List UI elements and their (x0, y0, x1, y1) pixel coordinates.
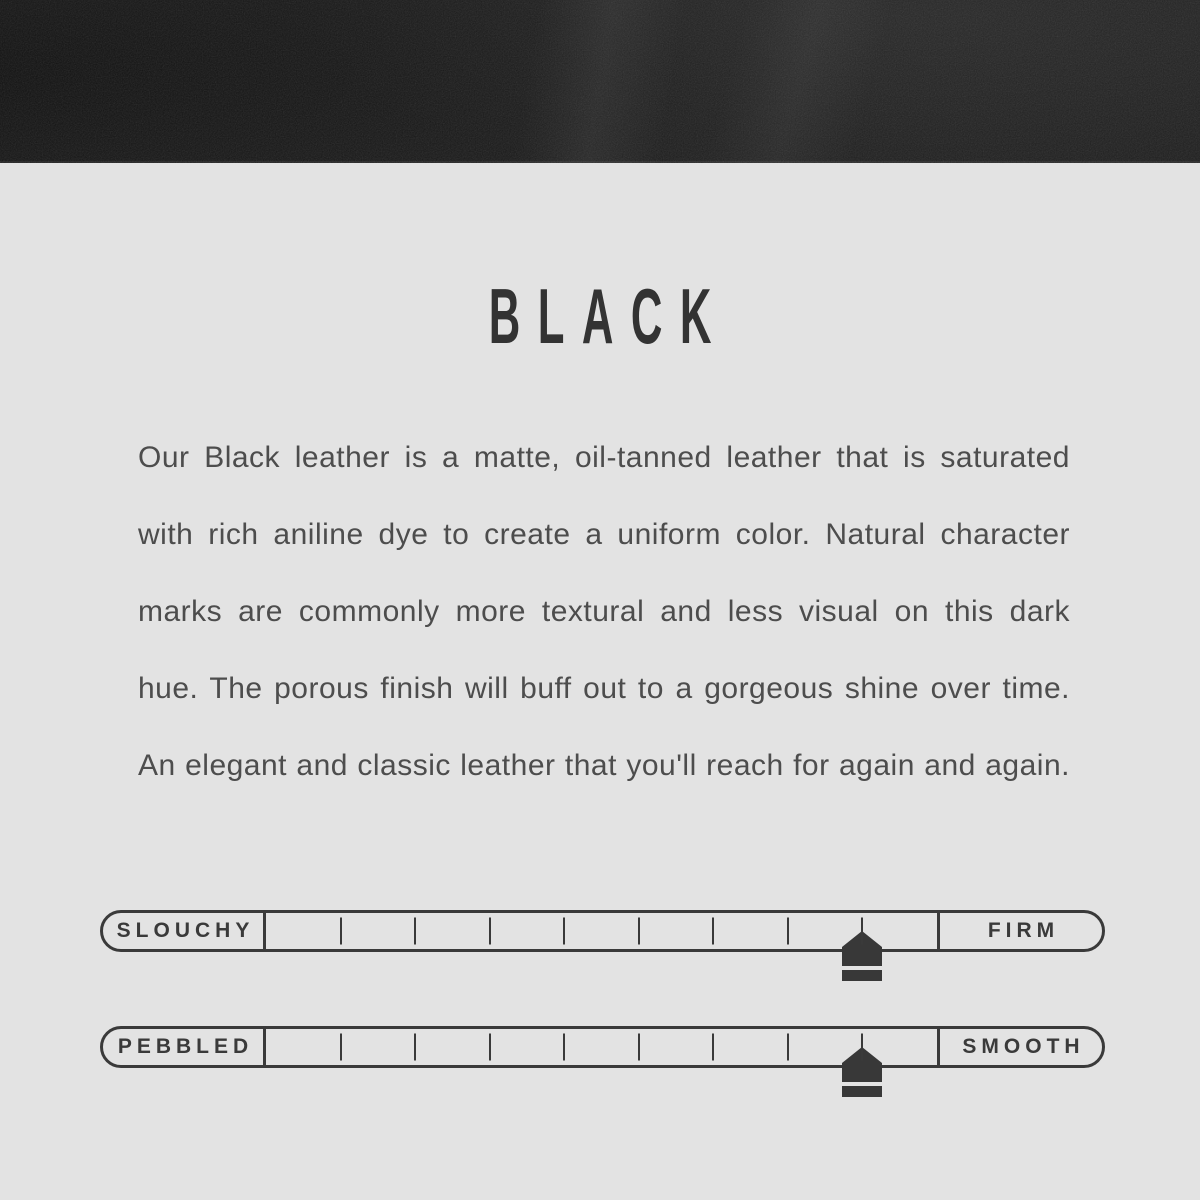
description-line: An elegant and classic leather that you'll reach for again and again. (138, 749, 1070, 782)
scale-tick (712, 1034, 714, 1061)
scale-left-label (103, 1029, 266, 1065)
scale-tick (414, 918, 416, 945)
scale-tick (414, 1034, 416, 1061)
scale-left-label-text: SLOUCHY (116, 919, 255, 942)
description-paragraph (138, 419, 1070, 804)
scale-tick (489, 1034, 491, 1061)
scale-tick (861, 1034, 863, 1061)
scale-right-label (937, 913, 1102, 949)
page-title: BLACK (488, 272, 729, 360)
title-wrap (0, 272, 1200, 360)
scale-tick (787, 918, 789, 945)
scale-right-label-text: SMOOTH (962, 1035, 1085, 1058)
scale-tick (787, 1034, 789, 1061)
scale-tick (563, 1034, 565, 1061)
texture-scale-track (266, 1029, 937, 1065)
scale-tick (712, 918, 714, 945)
texture-scale (100, 1026, 1105, 1068)
scale-left-label-text: PEBBLED (117, 1035, 254, 1058)
scale-tick (638, 918, 640, 945)
leather-swatch-image (0, 0, 1200, 163)
structure-scale (100, 910, 1105, 952)
scale-right-label (937, 1029, 1102, 1065)
scale-tick (563, 918, 565, 945)
structure-scale-track (266, 913, 937, 949)
scale-left-label (103, 913, 266, 949)
description-line: Our Black leather is a matte, oil-tanned leather that is saturated (138, 441, 1070, 474)
description-line: hue. The porous finish will buff out to a gorgeous shine over time. (138, 672, 1070, 705)
description-line: with rich aniline dye to create a uniform color. Natural character (138, 518, 1070, 551)
description-line: marks are commonly more textural and less visual on this dark (138, 595, 1070, 628)
scale-tick (340, 918, 342, 945)
scale-right-label-text: FIRM (987, 919, 1060, 942)
scale-tick (489, 918, 491, 945)
scale-tick (638, 1034, 640, 1061)
scale-tick (861, 918, 863, 945)
scale-tick (340, 1034, 342, 1061)
